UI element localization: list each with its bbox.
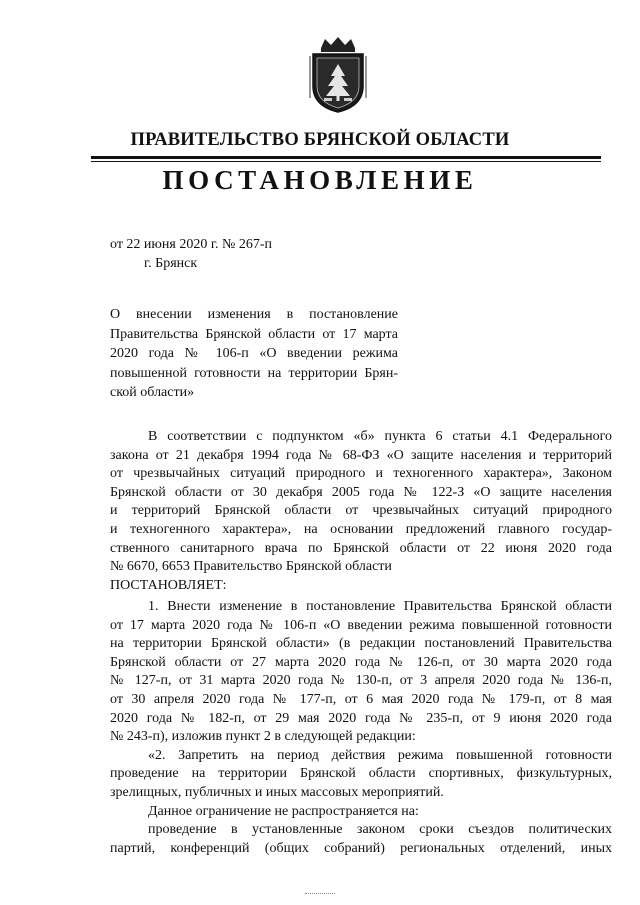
organization-title: ПРАВИТЕЛЬСТВО БРЯНСКОЙ ОБЛАСТИ [130,130,510,150]
preamble-line: В соответствии с подпунктом «б» пункта 6 статьи 4.1 Федерального [148,429,612,444]
subject-line: Правительства Брянской области от 17 марта [110,326,398,342]
subject-line: 2020 года № 106-п «О введении режима [110,346,398,361]
item-line: «2. Запретить на период действия режима повышенной готовности [148,747,612,763]
document-city: г. Брянск [144,256,198,271]
item-line: партий, конференций (общих собраний) региональных отделений, иных [110,840,612,856]
preamble-line: Брянской области от 30 декабря 2005 года № 122-З «О защите населения [110,484,612,500]
item-line: от 30 апреля 2020 года № 177-п, от 6 мая 2020 года № 179-п, от 8 мая [110,691,612,707]
item-line: Данное ограничение не распространяется на: [148,803,419,819]
preamble-paragraph [110,428,612,595]
preamble-line: № 6670, 6653 Правительство Брянской области [110,559,392,575]
header-rule-thick [91,156,601,159]
document-type-title: ПОСТАНОВЛЕНИЕ [162,165,478,195]
preamble-line: и техногенного характера», на основании предложений главного государ- [110,521,612,537]
item-line: проведение в установленные законом сроки съездов политических [148,822,612,838]
preamble-line: от чрезвычайных ситуаций природного и техногенного характера», Законом [110,466,612,482]
item-line: 1. Внести изменение в постановление Правительства Брянской области [148,599,612,614]
header-rule-thin [91,161,601,162]
item-line: проведение на территории Брянской области спортивных, физкультурных, [110,766,612,782]
item-line: от 17 марта 2020 года № 106-п «О введении режима повышенной готовности [110,617,612,633]
item-line: на территории Брянской области» (в редакции постановлений Правительства [110,636,612,652]
document-date-number: от 22 июня 2020 г. № 267-п [110,237,272,252]
page-bottom-mark [305,893,335,895]
item-line: зрелищных, публичных и иных массовых мероприятий. [110,784,444,800]
item-line: № 243-п), изложив пункт 2 в следующей редакции: [110,729,416,745]
document-subject [110,305,398,403]
preamble-line: и территорий Брянской области от чрезвычайных ситуаций природного [110,503,612,519]
resolves-heading: ПОСТАНОВЛЯЕТ: [110,577,227,593]
item-line: № 127-п, от 31 марта 2020 года № 130-п, от 3 апреля 2020 года № 136-п, [110,673,612,689]
item-1-paragraph [110,598,612,858]
preamble-line: закона от 21 декабря 1994 года № 68-ФЗ «О защите населения и территорий [110,447,612,463]
coat-of-arms-icon [307,36,369,114]
item-line: 2020 года № 182-п, от 29 мая 2020 года № 235-п, от 9 июня 2020 года [110,710,612,726]
preamble-line: ственного санитарного врача по Брянской области от 22 июня 2020 года [110,540,612,556]
item-line: Брянской области от 27 марта 2020 года № 126-п, от 30 марта 2020 года [110,654,612,670]
subject-line: повышенной готовности на территории Брян- [110,365,398,381]
subject-line: О внесении изменения в постановление [110,307,398,322]
subject-line: ской области» [110,385,195,400]
